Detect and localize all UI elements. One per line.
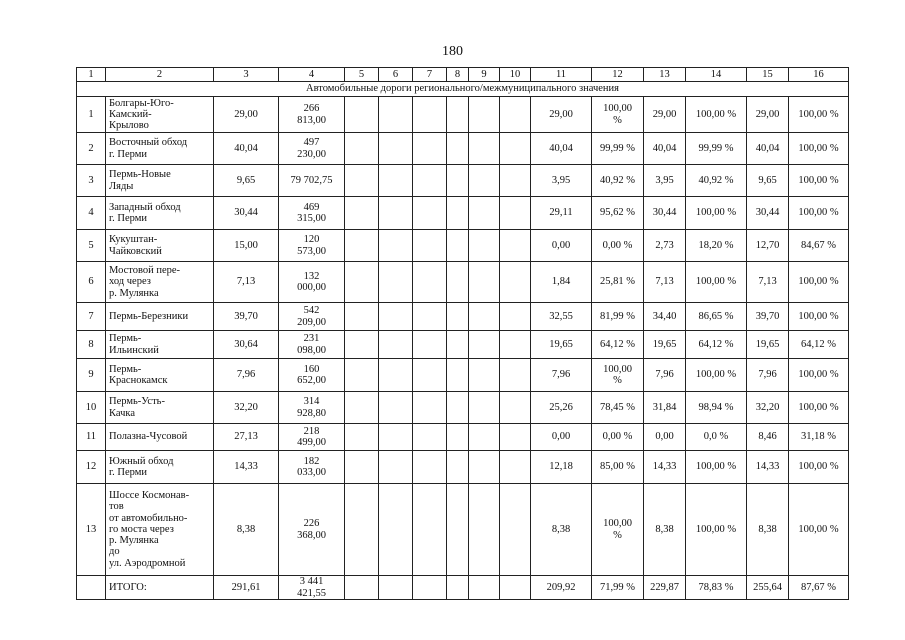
empty-cell: [413, 576, 447, 600]
value-col-15: 39,70: [747, 303, 789, 331]
total-col-14: 78,83 %: [686, 576, 747, 600]
empty-cell: [447, 451, 469, 484]
empty-cell: [379, 359, 413, 392]
percent-col-12: 40,92 %: [592, 165, 644, 197]
percent-col-16: 31,18 %: [789, 424, 849, 451]
column-number-row: [77, 68, 849, 82]
value-col-13: 29,00: [644, 97, 686, 133]
empty-cell: [413, 424, 447, 451]
empty-cell: [379, 392, 413, 424]
empty-cell: [345, 165, 379, 197]
empty-cell: [469, 230, 500, 262]
percent-col-16: 100,00 %: [789, 133, 849, 165]
empty-cell: [469, 392, 500, 424]
value-col-15: 32,20: [747, 392, 789, 424]
percent-col-16: 64,12 %: [789, 331, 849, 359]
percent-col-14: 98,94 %: [686, 392, 747, 424]
percent-col-16: 100,00 %: [789, 392, 849, 424]
empty-cell: [413, 262, 447, 303]
percent-col-12: 100,00 %: [592, 97, 644, 133]
empty-cell: [500, 451, 531, 484]
total-cost: 3 441 421,55: [279, 576, 345, 600]
empty-cell: [469, 451, 500, 484]
length-value: 27,13: [214, 424, 279, 451]
column-number-cell: 9: [469, 68, 500, 82]
column-number-cell: 14: [686, 68, 747, 82]
percent-col-12: 78,45 %: [592, 392, 644, 424]
road-name: Южный обход г. Перми: [106, 451, 214, 484]
percent-col-14: 64,12 %: [686, 331, 747, 359]
length-value: 14,33: [214, 451, 279, 484]
cost-value: 182 033,00: [279, 451, 345, 484]
cost-value: 160 652,00: [279, 359, 345, 392]
empty-cell: [500, 165, 531, 197]
percent-col-12: 100,00 %: [592, 484, 644, 576]
value-col-13: 2,73: [644, 230, 686, 262]
value-col-15: 29,00: [747, 97, 789, 133]
empty-cell: [379, 133, 413, 165]
empty-cell: [469, 165, 500, 197]
cost-value: 314 928,80: [279, 392, 345, 424]
empty-cell: [447, 165, 469, 197]
value-col-13: 14,33: [644, 451, 686, 484]
table-row: [77, 230, 849, 262]
value-col-11: 0,00: [531, 424, 592, 451]
total-col-13: 229,87: [644, 576, 686, 600]
empty-cell: [345, 451, 379, 484]
row-number: 9: [77, 359, 106, 392]
empty-cell: [413, 197, 447, 230]
value-col-15: 30,44: [747, 197, 789, 230]
value-col-15: 40,04: [747, 133, 789, 165]
length-value: 32,20: [214, 392, 279, 424]
empty-cell: [379, 303, 413, 331]
percent-col-14: 100,00 %: [686, 97, 747, 133]
table-row: [77, 303, 849, 331]
row-number: 8: [77, 331, 106, 359]
cost-value: 226 368,00: [279, 484, 345, 576]
total-label: ИТОГО:: [106, 576, 214, 600]
table-row: [77, 262, 849, 303]
percent-col-14: 86,65 %: [686, 303, 747, 331]
table-row: [77, 97, 849, 133]
column-number-cell: 4: [279, 68, 345, 82]
empty-cell: [469, 133, 500, 165]
value-col-13: 19,65: [644, 331, 686, 359]
empty-cell: [447, 230, 469, 262]
column-number-cell: 10: [500, 68, 531, 82]
empty-cell: [413, 303, 447, 331]
empty-cell: [413, 451, 447, 484]
column-number-cell: 5: [345, 68, 379, 82]
empty-cell: [345, 331, 379, 359]
empty-cell: [379, 165, 413, 197]
empty-cell: [447, 331, 469, 359]
road-name: Пермь-Усть- Качка: [106, 392, 214, 424]
row-number: 11: [77, 424, 106, 451]
length-value: 9,65: [214, 165, 279, 197]
value-col-13: 40,04: [644, 133, 686, 165]
table-row: [77, 133, 849, 165]
road-name: Восточный обход г. Перми: [106, 133, 214, 165]
empty-cell: [447, 424, 469, 451]
column-number-cell: 3: [214, 68, 279, 82]
column-number-cell: 15: [747, 68, 789, 82]
row-number: 7: [77, 303, 106, 331]
empty-cell: [345, 262, 379, 303]
percent-col-14: 100,00 %: [686, 262, 747, 303]
value-col-11: 12,18: [531, 451, 592, 484]
cost-value: 79 702,75: [279, 165, 345, 197]
value-col-11: 40,04: [531, 133, 592, 165]
empty-cell: [447, 133, 469, 165]
empty-cell: [345, 576, 379, 600]
empty-cell: [379, 451, 413, 484]
length-value: 30,64: [214, 331, 279, 359]
empty-cell: [447, 303, 469, 331]
value-col-15: 8,38: [747, 484, 789, 576]
empty-cell: [469, 484, 500, 576]
empty-cell: [469, 262, 500, 303]
value-col-11: 19,65: [531, 331, 592, 359]
road-name: Болгары-Юго- Камский- Крылово: [106, 97, 214, 133]
cost-value: 497 230,00: [279, 133, 345, 165]
value-col-15: 7,13: [747, 262, 789, 303]
section-title-row: [77, 82, 849, 97]
percent-col-12: 81,99 %: [592, 303, 644, 331]
percent-col-14: 18,20 %: [686, 230, 747, 262]
empty-cell: [469, 576, 500, 600]
column-number-cell: 8: [447, 68, 469, 82]
value-col-13: 34,40: [644, 303, 686, 331]
percent-col-12: 64,12 %: [592, 331, 644, 359]
empty-cell: [379, 197, 413, 230]
percent-col-12: 95,62 %: [592, 197, 644, 230]
value-col-11: 32,55: [531, 303, 592, 331]
road-name: Полазна-Чусовой: [106, 424, 214, 451]
empty-cell: [500, 331, 531, 359]
total-row-number: [77, 576, 106, 600]
section-title: Автомобильные дороги регионального/межмуниципального значения: [77, 82, 849, 97]
row-number: 12: [77, 451, 106, 484]
percent-col-16: 100,00 %: [789, 165, 849, 197]
value-col-13: 0,00: [644, 424, 686, 451]
road-name: Пермь- Ильинский: [106, 331, 214, 359]
empty-cell: [413, 484, 447, 576]
empty-cell: [500, 484, 531, 576]
cost-value: 266 813,00: [279, 97, 345, 133]
empty-cell: [345, 359, 379, 392]
length-value: 7,96: [214, 359, 279, 392]
column-number-cell: 2: [106, 68, 214, 82]
length-value: 30,44: [214, 197, 279, 230]
empty-cell: [345, 303, 379, 331]
table-row: [77, 484, 849, 576]
percent-col-14: 40,92 %: [686, 165, 747, 197]
value-col-11: 1,84: [531, 262, 592, 303]
row-number: 10: [77, 392, 106, 424]
value-col-13: 7,13: [644, 262, 686, 303]
empty-cell: [500, 303, 531, 331]
empty-cell: [345, 230, 379, 262]
length-value: 8,38: [214, 484, 279, 576]
column-number-cell: 12: [592, 68, 644, 82]
percent-col-16: 100,00 %: [789, 303, 849, 331]
row-number: 4: [77, 197, 106, 230]
value-col-11: 29,00: [531, 97, 592, 133]
empty-cell: [379, 484, 413, 576]
empty-cell: [469, 424, 500, 451]
percent-col-14: 99,99 %: [686, 133, 747, 165]
empty-cell: [500, 230, 531, 262]
empty-cell: [413, 392, 447, 424]
empty-cell: [413, 331, 447, 359]
value-col-11: 7,96: [531, 359, 592, 392]
length-value: 15,00: [214, 230, 279, 262]
empty-cell: [379, 424, 413, 451]
row-number: 5: [77, 230, 106, 262]
road-name: Мостовой пере- ход через р. Мулянка: [106, 262, 214, 303]
road-name: Пермь-Березники: [106, 303, 214, 331]
length-value: 40,04: [214, 133, 279, 165]
cost-value: 218 499,00: [279, 424, 345, 451]
percent-col-16: 100,00 %: [789, 451, 849, 484]
road-name: Западный обход г. Перми: [106, 197, 214, 230]
value-col-13: 8,38: [644, 484, 686, 576]
empty-cell: [500, 262, 531, 303]
total-col-16: 87,67 %: [789, 576, 849, 600]
table-row: [77, 197, 849, 230]
table-row: [77, 424, 849, 451]
percent-col-14: 100,00 %: [686, 484, 747, 576]
empty-cell: [379, 262, 413, 303]
value-col-15: 14,33: [747, 451, 789, 484]
empty-cell: [345, 484, 379, 576]
empty-cell: [447, 262, 469, 303]
table-row: [77, 331, 849, 359]
empty-cell: [379, 97, 413, 133]
empty-cell: [379, 331, 413, 359]
value-col-15: 19,65: [747, 331, 789, 359]
percent-col-14: 100,00 %: [686, 197, 747, 230]
column-number-cell: 13: [644, 68, 686, 82]
empty-cell: [447, 392, 469, 424]
road-name: Кукуштан- Чайковский: [106, 230, 214, 262]
empty-cell: [500, 133, 531, 165]
value-col-13: 3,95: [644, 165, 686, 197]
value-col-15: 12,70: [747, 230, 789, 262]
empty-cell: [379, 576, 413, 600]
percent-col-12: 0,00 %: [592, 230, 644, 262]
total-row: [77, 576, 849, 600]
empty-cell: [413, 133, 447, 165]
empty-cell: [500, 97, 531, 133]
empty-cell: [345, 197, 379, 230]
empty-cell: [447, 197, 469, 230]
value-col-11: 29,11: [531, 197, 592, 230]
row-number: 1: [77, 97, 106, 133]
empty-cell: [345, 133, 379, 165]
empty-cell: [447, 359, 469, 392]
value-col-11: 0,00: [531, 230, 592, 262]
value-col-15: 9,65: [747, 165, 789, 197]
empty-cell: [500, 359, 531, 392]
empty-cell: [379, 230, 413, 262]
percent-col-16: 100,00 %: [789, 262, 849, 303]
value-col-11: 25,26: [531, 392, 592, 424]
cost-value: 120 573,00: [279, 230, 345, 262]
row-number: 2: [77, 133, 106, 165]
column-number-cell: 1: [77, 68, 106, 82]
column-number-cell: 16: [789, 68, 849, 82]
value-col-15: 8,46: [747, 424, 789, 451]
empty-cell: [469, 97, 500, 133]
percent-col-16: 100,00 %: [789, 484, 849, 576]
row-number: 3: [77, 165, 106, 197]
empty-cell: [469, 197, 500, 230]
percent-col-14: 0,0 %: [686, 424, 747, 451]
table-row: [77, 359, 849, 392]
percent-col-12: 85,00 %: [592, 451, 644, 484]
cost-value: 469 315,00: [279, 197, 345, 230]
empty-cell: [413, 165, 447, 197]
total-col-15: 255,64: [747, 576, 789, 600]
table-row: [77, 451, 849, 484]
empty-cell: [447, 576, 469, 600]
page-number: 180: [442, 44, 463, 59]
empty-cell: [500, 392, 531, 424]
empty-cell: [345, 97, 379, 133]
percent-col-16: 84,67 %: [789, 230, 849, 262]
percent-col-14: 100,00 %: [686, 451, 747, 484]
empty-cell: [413, 97, 447, 133]
column-number-cell: 6: [379, 68, 413, 82]
empty-cell: [345, 424, 379, 451]
length-value: 29,00: [214, 97, 279, 133]
percent-col-16: 100,00 %: [789, 359, 849, 392]
table-row: [77, 392, 849, 424]
total-col-12: 71,99 %: [592, 576, 644, 600]
length-value: 7,13: [214, 262, 279, 303]
value-col-13: 7,96: [644, 359, 686, 392]
percent-col-12: 100,00 %: [592, 359, 644, 392]
table-row: [77, 165, 849, 197]
empty-cell: [500, 424, 531, 451]
column-number-cell: 11: [531, 68, 592, 82]
road-name: Пермь- Краснокамск: [106, 359, 214, 392]
empty-cell: [345, 392, 379, 424]
value-col-13: 31,84: [644, 392, 686, 424]
empty-cell: [447, 97, 469, 133]
value-col-11: 8,38: [531, 484, 592, 576]
empty-cell: [469, 331, 500, 359]
percent-col-12: 25,81 %: [592, 262, 644, 303]
empty-cell: [500, 197, 531, 230]
cost-value: 231 098,00: [279, 331, 345, 359]
total-col-11: 209,92: [531, 576, 592, 600]
value-col-15: 7,96: [747, 359, 789, 392]
total-length: 291,61: [214, 576, 279, 600]
empty-cell: [413, 359, 447, 392]
length-value: 39,70: [214, 303, 279, 331]
percent-col-12: 99,99 %: [592, 133, 644, 165]
empty-cell: [413, 230, 447, 262]
empty-cell: [469, 359, 500, 392]
empty-cell: [469, 303, 500, 331]
road-name: Шоссе Космонав- тов от автомобильно- го моста через р. Мулянка до ул. Аэродромной: [106, 484, 214, 576]
empty-cell: [500, 576, 531, 600]
cost-value: 132 000,00: [279, 262, 345, 303]
percent-col-16: 100,00 %: [789, 97, 849, 133]
percent-col-16: 100,00 %: [789, 197, 849, 230]
percent-col-12: 0,00 %: [592, 424, 644, 451]
value-col-13: 30,44: [644, 197, 686, 230]
empty-cell: [447, 484, 469, 576]
percent-col-14: 100,00 %: [686, 359, 747, 392]
cost-value: 542 209,00: [279, 303, 345, 331]
row-number: 13: [77, 484, 106, 576]
road-name: Пермь-Новые Ляды: [106, 165, 214, 197]
value-col-11: 3,95: [531, 165, 592, 197]
row-number: 6: [77, 262, 106, 303]
column-number-cell: 7: [413, 68, 447, 82]
roads-table: [76, 67, 849, 600]
